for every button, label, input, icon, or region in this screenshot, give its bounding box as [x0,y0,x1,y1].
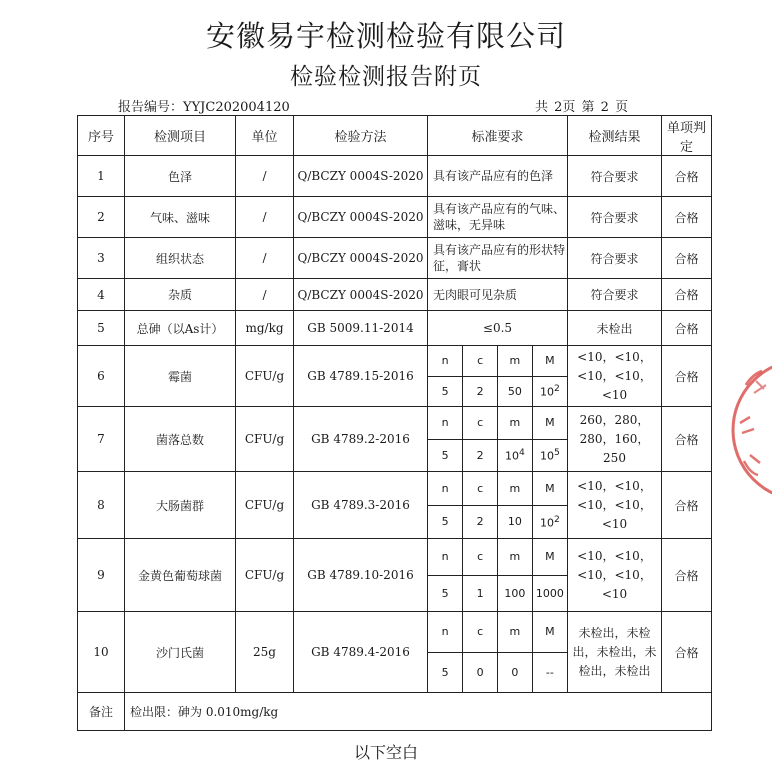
row-method: GB 4789.2-2016 [294,407,428,472]
sampling-plan [428,346,567,406]
row-result: <10，<10，<10，<10，<10 [568,539,662,612]
row-unit: / [236,238,294,279]
table-row [78,238,712,279]
plan-header-n: n [428,612,463,652]
table-row [78,472,712,539]
row-requirement: 无肉眼可见杂质 [428,279,568,311]
plan-m: 50 [498,376,533,406]
row-method: GB 4789.15-2016 [294,346,428,407]
row-requirement [428,539,568,612]
row-method: Q/BCZY 0004S-2020 [294,238,428,279]
plan-header-c: c [463,346,498,376]
row-verdict: 合格 [662,156,712,197]
row-item: 霉菌 [125,346,236,407]
sampling-plan [428,539,567,611]
plan-header-c: c [463,407,498,439]
plan-c: 2 [463,505,498,538]
row-result: <10，<10，<10，<10，<10 [568,346,662,407]
row-no: 4 [78,279,125,311]
row-item: 色泽 [125,156,236,197]
row-requirement [428,407,568,472]
plan-header-M: M [532,472,567,505]
plan-header-m: m [498,539,533,575]
row-result: 符合要求 [568,156,662,197]
plan-header-n: n [428,407,463,439]
blank-below-note: 以下空白 [353,743,418,762]
row-requirement [428,346,568,407]
row-verdict: 合格 [662,539,712,612]
plan-header-M: M [532,539,567,575]
plan-header-M: M [532,407,567,439]
plan-c: 2 [463,376,498,406]
row-item: 菌落总数 [125,407,236,472]
row-item: 金黄色葡萄球菌 [125,539,236,612]
row-result: 符合要求 [568,197,662,238]
plan-header-m: m [498,472,533,505]
row-verdict: 合格 [662,472,712,539]
report-title: 检验检测报告附页 [290,64,482,90]
table-row [78,539,712,612]
plan-header-m: m [498,407,533,439]
row-method: Q/BCZY 0004S-2020 [294,156,428,197]
row-result: 260，280，280，160，250 [568,407,662,472]
row-no: 10 [78,612,125,693]
table-row [78,156,712,197]
row-unit: CFU/g [236,539,294,612]
row-result: 符合要求 [568,279,662,311]
row-no: 2 [78,197,125,238]
table-row [78,346,712,407]
company-name: 安徽易宇检测检验有限公司 [205,19,566,53]
plan-c: 0 [463,652,498,692]
row-requirement: ≤0.5 [428,311,568,346]
plan-m: $10^4$ [498,439,533,471]
row-item: 杂质 [125,279,236,311]
plan-header-c: c [463,612,498,652]
table-row [78,612,712,693]
plan-header-M: M [532,346,567,376]
row-verdict: 合格 [662,279,712,311]
plan-header-n: n [428,472,463,505]
inspection-table [77,115,712,731]
plan-c: 1 [463,575,498,611]
row-requirement: 具有该产品应有的气味、滋味，无异味 [428,197,568,238]
plan-header-n: n [428,346,463,376]
row-method: GB 4789.3-2016 [294,472,428,539]
plan-header-m: m [498,612,533,652]
row-verdict: 合格 [662,197,712,238]
plan-M: $10^5$ [532,439,567,471]
row-verdict: 合格 [662,238,712,279]
row-item: 组织状态 [125,238,236,279]
table-row [78,407,712,472]
row-verdict: 合格 [662,612,712,693]
col-header-item: 检测项目 [125,116,236,156]
plan-n: 5 [428,376,463,406]
col-header-verdict: 单项判定 [662,116,712,156]
plan-n: 5 [428,575,463,611]
plan-n: 5 [428,505,463,538]
table-row [78,311,712,346]
row-requirement: 具有该产品应有的色泽 [428,156,568,197]
row-requirement [428,472,568,539]
row-unit: / [236,279,294,311]
sampling-plan [428,612,567,692]
row-no: 1 [78,156,125,197]
plan-M: 1000 [532,575,567,611]
row-method: GB 4789.4-2016 [294,612,428,693]
plan-m: 10 [498,505,533,538]
row-method: Q/BCZY 0004S-2020 [294,279,428,311]
row-method: Q/BCZY 0004S-2020 [294,197,428,238]
seal-stamp-icon [728,345,772,515]
plan-n: 5 [428,439,463,471]
plan-c: 2 [463,439,498,471]
notes-text: 检出限：砷为 0.010mg/kg [125,693,712,731]
sampling-plan [428,407,567,471]
plan-M: -- [532,652,567,692]
row-verdict: 合格 [662,346,712,407]
plan-m: 0 [498,652,533,692]
plan-header-M: M [532,612,567,652]
row-unit: mg/kg [236,311,294,346]
plan-header-m: m [498,346,533,376]
table-header-row [78,116,712,156]
row-no: 3 [78,238,125,279]
col-header-no: 序号 [78,116,125,156]
col-header-result: 检测结果 [568,116,662,156]
plan-m: 100 [498,575,533,611]
row-item: 大肠菌群 [125,472,236,539]
row-result: 未检出，未检出，未检出，未检出，未检出 [568,612,662,693]
col-header-method: 检验方法 [294,116,428,156]
plan-header-n: n [428,539,463,575]
row-item: 气味、滋味 [125,197,236,238]
row-verdict: 合格 [662,311,712,346]
row-result: 符合要求 [568,238,662,279]
row-no: 5 [78,311,125,346]
row-result: 未检出 [568,311,662,346]
notes-row [78,693,712,731]
row-method: GB 4789.10-2016 [294,539,428,612]
notes-label: 备注 [78,693,125,731]
row-unit: / [236,197,294,238]
row-no: 9 [78,539,125,612]
row-requirement [428,612,568,693]
row-unit: CFU/g [236,472,294,539]
row-item: 沙门氏菌 [125,612,236,693]
row-no: 6 [78,346,125,407]
row-unit: CFU/g [236,407,294,472]
row-method: GB 5009.11-2014 [294,311,428,346]
row-unit: CFU/g [236,346,294,407]
row-item: 总砷（以As计） [125,311,236,346]
page-count: 共 2页 第 2 页 [535,100,629,115]
row-no: 8 [78,472,125,539]
plan-header-c: c [463,539,498,575]
row-result: <10，<10，<10，<10，<10 [568,472,662,539]
row-unit: 25g [236,612,294,693]
plan-n: 5 [428,652,463,692]
plan-M: $10^2$ [532,376,567,406]
col-header-requirement: 标准要求 [428,116,568,156]
plan-header-c: c [463,472,498,505]
row-verdict: 合格 [662,407,712,472]
row-no: 7 [78,407,125,472]
row-requirement: 具有该产品应有的形状特征，膏状 [428,238,568,279]
table-row [78,197,712,238]
plan-M: $10^2$ [532,505,567,538]
table-row [78,279,712,311]
col-header-unit: 单位 [236,116,294,156]
report-number: 报告编号：YYJC202004120 [118,100,290,115]
sampling-plan [428,472,567,538]
row-unit: / [236,156,294,197]
